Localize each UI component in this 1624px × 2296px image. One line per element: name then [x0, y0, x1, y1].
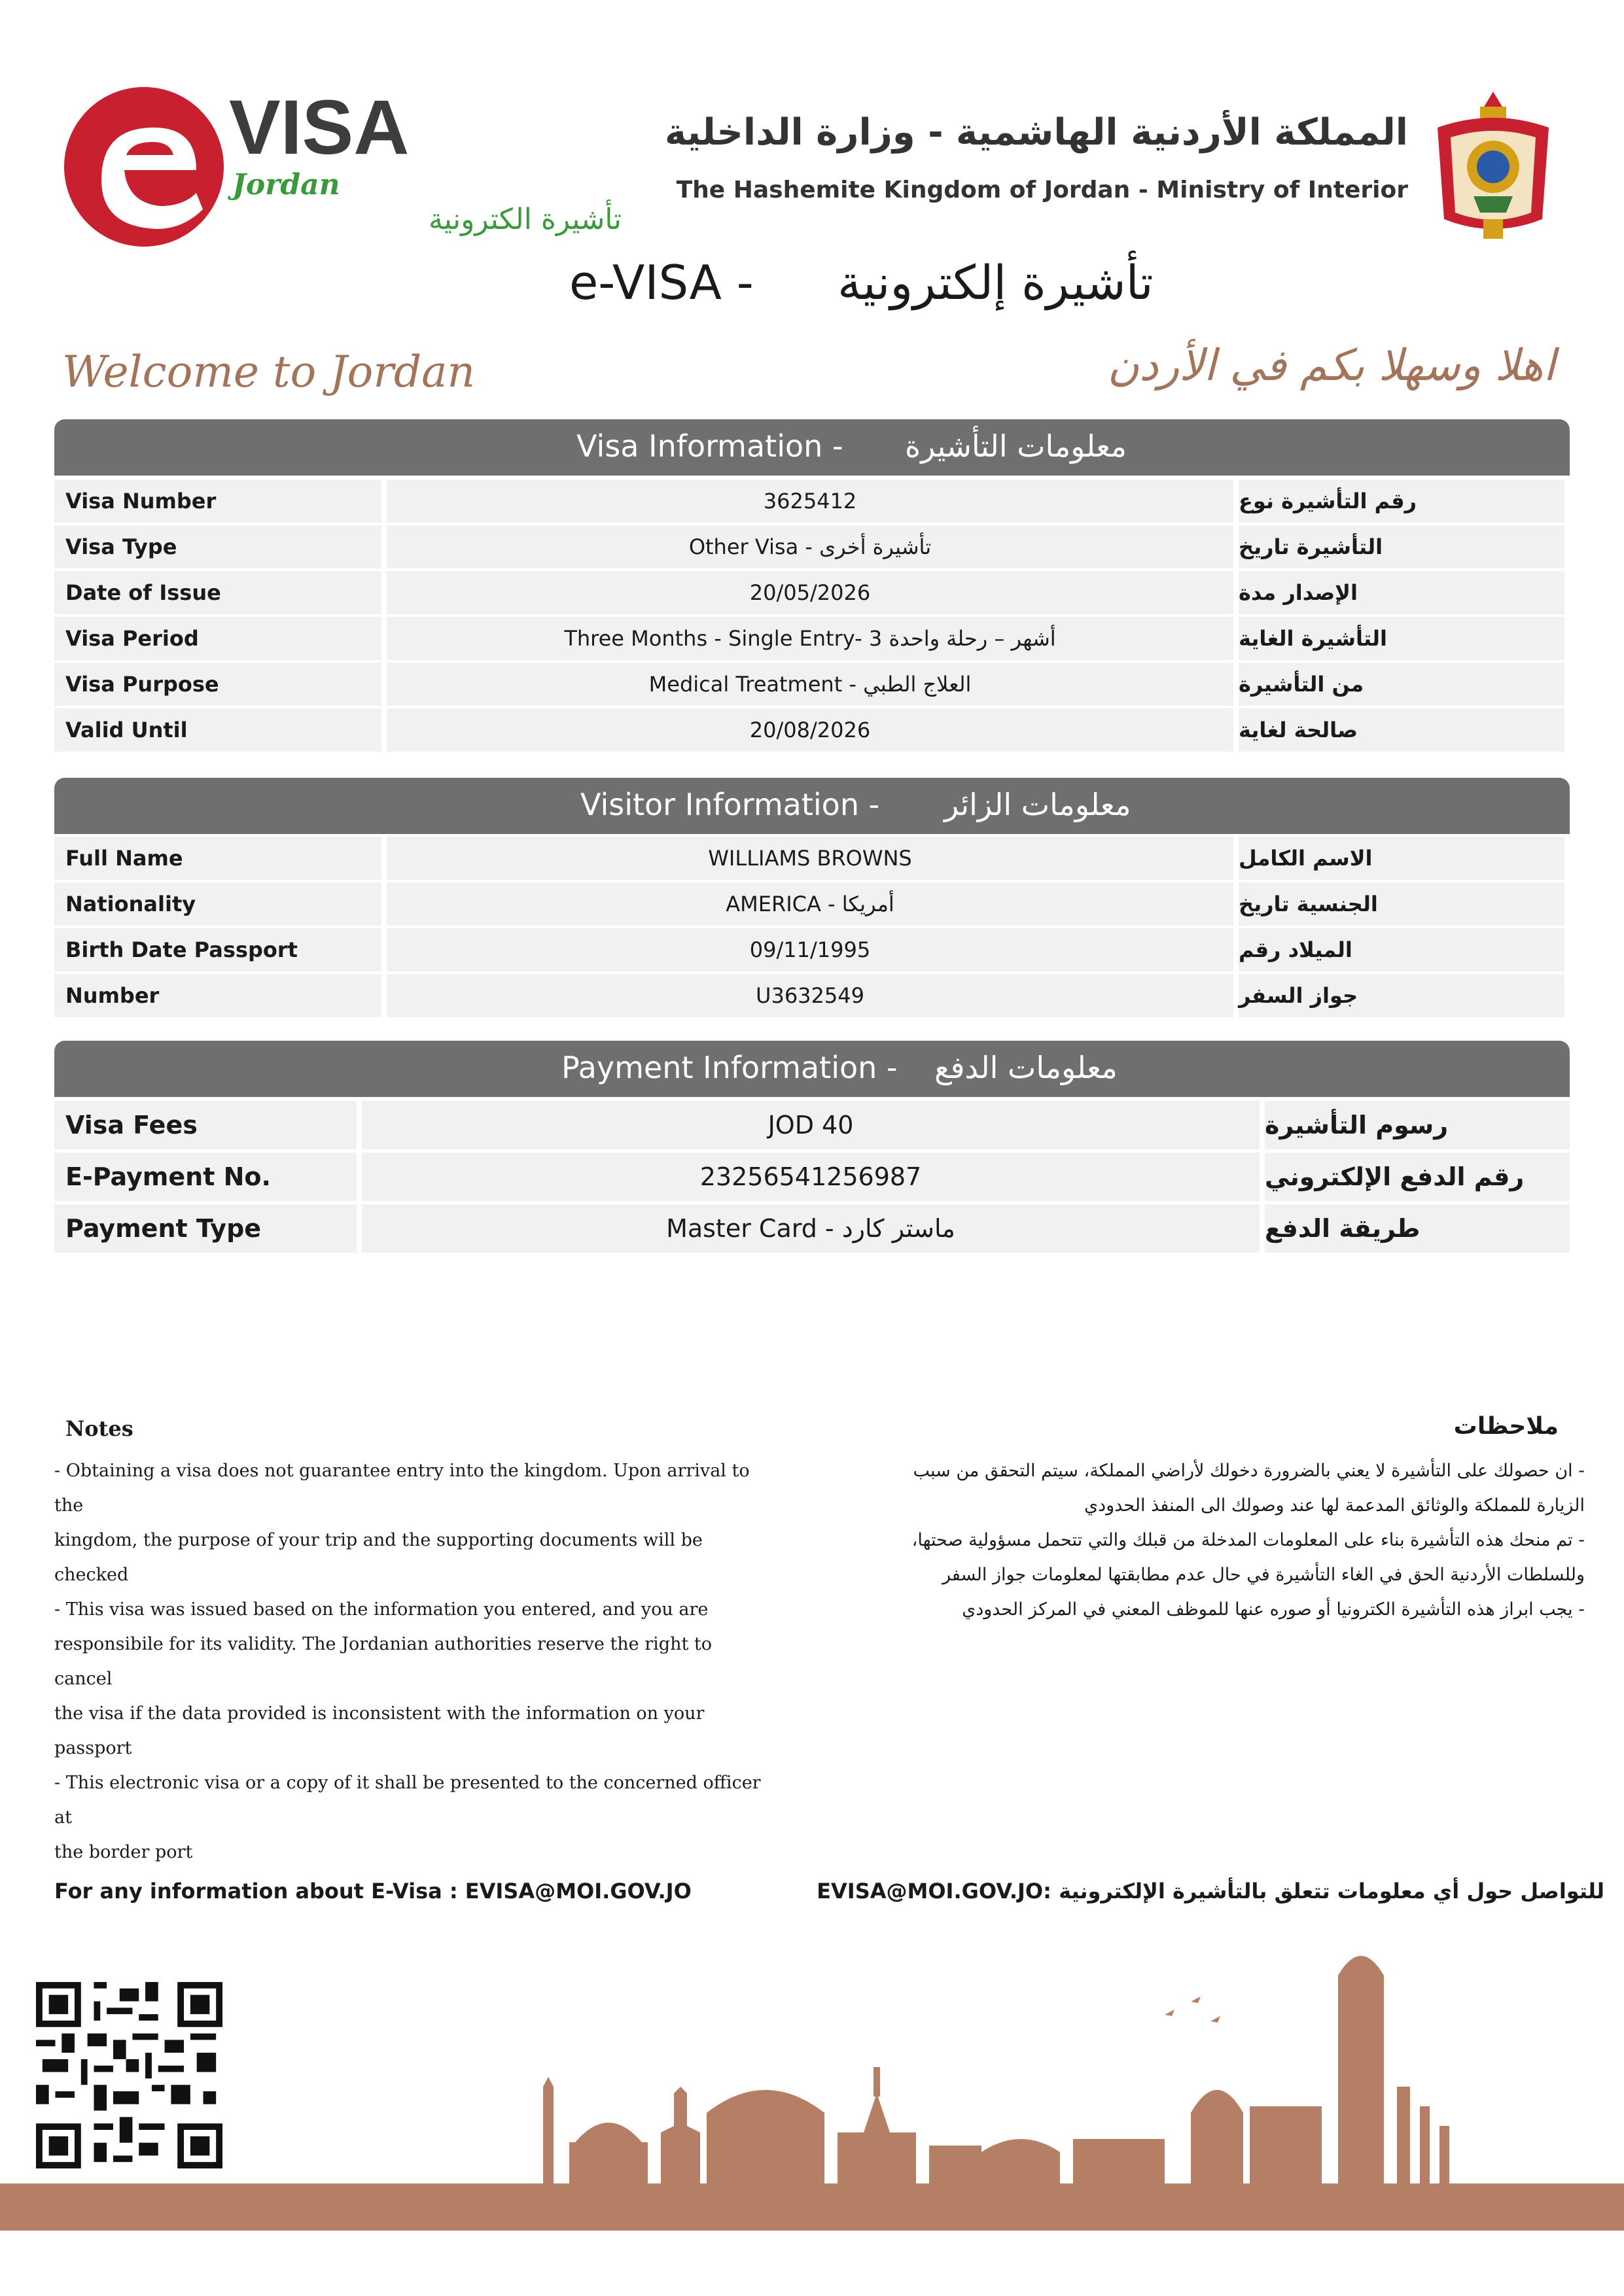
visa-info-title-en: Visa Information - — [576, 428, 843, 464]
payment-info-title-en: Payment Information - — [561, 1050, 898, 1085]
row-label-ar: التأشيرة تاريخ — [1239, 525, 1564, 568]
table-row — [54, 479, 1570, 523]
visa-info-header — [54, 419, 1570, 476]
row-value: AMERICA - أمريكا — [387, 882, 1233, 926]
row-label: Visa Number — [54, 479, 381, 523]
row-value: Master Card - ماستر كارد — [362, 1204, 1260, 1253]
row-label: Nationality — [54, 882, 381, 926]
visa-info-title-ar: معلومات التأشيرة — [905, 428, 1127, 464]
table-row — [54, 974, 1570, 1017]
row-label-ar: الميلاد رقم — [1239, 928, 1564, 971]
payment-info-header — [54, 1041, 1570, 1097]
row-value: JOD 40 — [362, 1101, 1260, 1149]
qr-code-icon — [36, 1982, 222, 2168]
notes-ar — [852, 1453, 1585, 1627]
note-line: - تم منحك هذه التأشيرة بناء على المعلومات المدخلة من قبلك والتي تتحمل مسؤولية صحتها، — [911, 1530, 1585, 1550]
note-line: kingdom, the purpose of your trip and the supporting documents will be checked — [54, 1530, 703, 1585]
note-line: الزيارة للمملكة والوثائق المدعمة لها عند وصولك الى المنفذ الحدودي — [1084, 1495, 1585, 1516]
row-value: U3632549 — [387, 974, 1233, 1017]
row-label: Visa Fees — [54, 1101, 357, 1149]
note-line: - This electronic visa or a copy of it shall be presented to the concerned officer at — [54, 1773, 761, 1828]
row-value: 3625412 — [387, 479, 1233, 523]
document-title-ar: تأشيرة إلكترونية — [838, 255, 1154, 310]
welcome-text-ar: اهلا وسهلا بكم في الأردن — [1107, 340, 1555, 391]
row-label-ar: رقم الدفع الإلكتروني — [1265, 1153, 1570, 1201]
logo-main-text: VISA — [229, 84, 410, 171]
row-label: Visa Purpose — [54, 663, 381, 706]
row-value: 20/08/2026 — [387, 708, 1233, 752]
table-row — [54, 837, 1570, 880]
note-line: وللسلطات الأردنية الحق في الغاء التأشيرة في حال عدم مطابقتها لمعلومات جواز السفر — [942, 1565, 1585, 1585]
contact-text-en: For any information about E-Visa : EVISA@MOI.GOV.JO — [54, 1879, 692, 1904]
row-value: 09/11/1995 — [387, 928, 1233, 971]
visitor-info-title-ar: معلومات الزائر — [944, 787, 1131, 822]
row-label: Full Name — [54, 837, 381, 880]
table-row — [54, 708, 1570, 752]
table-row — [54, 928, 1570, 971]
row-label-ar: من التأشيرة — [1239, 663, 1564, 706]
row-label: Valid Until — [54, 708, 381, 752]
document-title-en: e-VISA - — [569, 255, 754, 310]
payment-info-title-ar: معلومات الدفع — [934, 1050, 1118, 1085]
table-row — [54, 1153, 1570, 1201]
welcome-text-en: Welcome to Jordan — [62, 347, 476, 397]
table-row — [54, 617, 1570, 660]
row-value: WILLIAMS BROWNS — [387, 837, 1233, 880]
notes-en — [54, 1453, 761, 1870]
row-label-ar: طريقة الدفع — [1265, 1204, 1570, 1253]
table-row — [54, 663, 1570, 706]
note-line: the border port — [54, 1842, 193, 1862]
row-label-ar: جواز السفر — [1239, 974, 1564, 1017]
note-line: the visa if the data provided is inconsistent with the information on your passport — [54, 1703, 705, 1758]
row-value: Other Visa - تأشيرة أخرى — [387, 525, 1233, 568]
table-row — [54, 1204, 1570, 1253]
table-row — [54, 882, 1570, 926]
table-row — [54, 525, 1570, 568]
note-line: - Obtaining a visa does not guarantee entry into the kingdom. Upon arrival to the — [54, 1461, 750, 1516]
visitor-info-title-en: Visitor Information - — [580, 787, 880, 822]
jordan-skyline-illustration — [510, 1936, 1624, 2191]
footer-band — [0, 2183, 1624, 2231]
visitor-info-header — [54, 778, 1570, 834]
notes-title-ar: ملاحظات — [1453, 1413, 1559, 1440]
row-value: Three Months - Single Entry- 3 أشهر – رحلة واحدة — [387, 617, 1233, 660]
row-label: Date of Issue — [54, 571, 381, 614]
ministry-title-ar: المملكة الأردنية الهاشمية - وزارة الداخلية — [664, 111, 1408, 154]
row-label: Number — [54, 974, 381, 1017]
row-label-ar: الإصدار مدة — [1239, 571, 1564, 614]
contact-text-ar: للتواصل حول أي معلومات تتعلق بالتأشيرة الإلكترونية :EVISA@MOI.GOV.JO — [817, 1879, 1604, 1904]
note-line: responsibile for its validity. The Jordanian authorities reserve the right to cancel — [54, 1634, 712, 1689]
note-line: - This visa was issued based on the information you entered, and you are — [54, 1599, 709, 1620]
row-label-ar: التأشيرة الغاية — [1239, 617, 1564, 660]
row-label: Birth Date Passport — [54, 928, 381, 971]
row-value: 20/05/2026 — [387, 571, 1233, 614]
row-label: Payment Type — [54, 1204, 357, 1253]
row-label-ar: رقم التأشيرة نوع — [1239, 479, 1564, 523]
jordan-coat-of-arms-icon — [1428, 88, 1559, 245]
row-label: E-Payment No. — [54, 1153, 357, 1201]
logo-sub-en: Jordan — [232, 168, 340, 201]
row-label-ar: الاسم الكامل — [1239, 837, 1564, 880]
row-label: Visa Type — [54, 525, 381, 568]
row-label: Visa Period — [54, 617, 381, 660]
row-label-ar: رسوم التأشيرة — [1265, 1101, 1570, 1149]
note-line: - يجب ابراز هذه التأشيرة الكترونيا أو صوره عنها للموظف المعني في المركز الحدودي — [962, 1599, 1585, 1620]
ministry-title-en: The Hashemite Kingdom of Jordan - Ministry of Interior — [676, 177, 1408, 203]
table-row — [54, 1101, 1570, 1149]
table-row — [54, 571, 1570, 614]
row-label-ar: صالحة لغاية — [1239, 708, 1564, 752]
logo-sub-ar: تأشيرة الكترونية — [429, 203, 622, 236]
evisa-logo — [62, 82, 622, 252]
row-label-ar: الجنسية تاريخ — [1239, 882, 1564, 926]
notes-title-en: Notes — [65, 1416, 133, 1441]
note-line: - ان حصولك على التأشيرة لا يعني بالضرورة دخولك لأراضي المملكة، سيتم التحقق من سبب — [913, 1461, 1585, 1481]
row-value: Medical Treatment - العلاج الطبي — [387, 663, 1233, 706]
row-value: 23256541256987 — [362, 1153, 1260, 1201]
